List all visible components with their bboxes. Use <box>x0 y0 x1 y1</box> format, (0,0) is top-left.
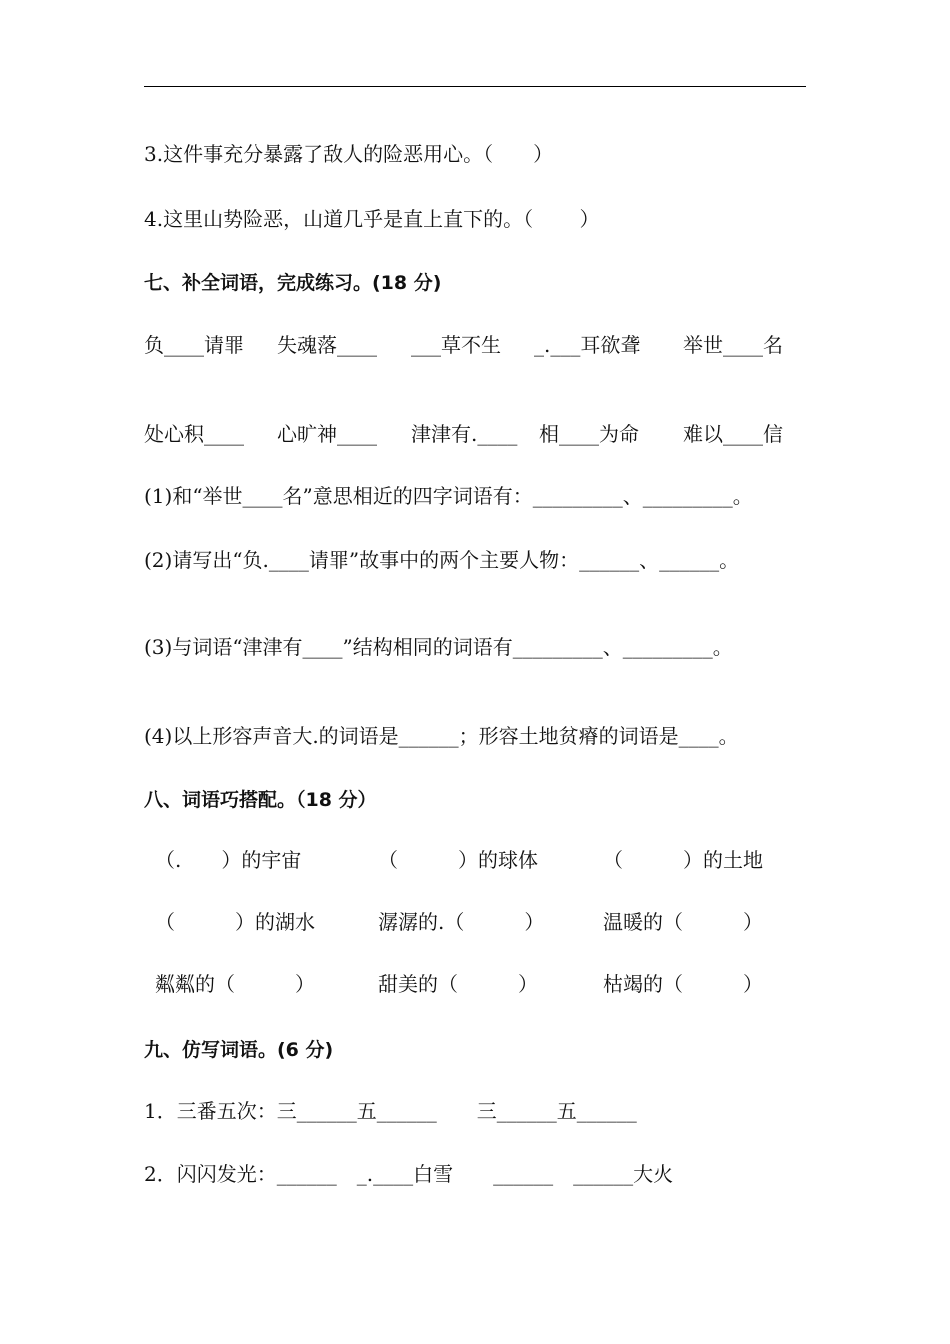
word-blank: 津津有.____ <box>411 422 518 446</box>
match-item: 甜美的（ ） <box>378 972 538 996</box>
word-blank: 心旷神____ <box>277 422 377 446</box>
word-blank: 难以____信 <box>683 422 783 446</box>
match-item: （ ）的土地 <box>603 848 763 872</box>
word-blank: 举世____名 <box>683 333 783 357</box>
section-8-title: 八、词语巧搭配。（18 分） <box>144 789 377 811</box>
imitation-question-1: 1．三番五次：三______五______ 三______五______ <box>144 1099 637 1123</box>
word-blank: 相____为命 <box>539 422 639 446</box>
word-blank: 失魂落____ <box>277 333 377 357</box>
section-7-title: 七、补全词语，完成练习。(18 分) <box>144 272 442 294</box>
word-blank: _.___耳欲聋 <box>534 333 641 357</box>
section-9-title: 九、仿写词语。(6 分) <box>144 1039 334 1061</box>
match-item: 温暖的（ ） <box>603 910 763 934</box>
match-item: 潺潺的.（ ） <box>378 910 545 934</box>
sub-question-1: (1)和“举世____名”意思相近的四字词语有：_________、_________。 <box>144 484 753 508</box>
match-item: （ ）的球体 <box>378 848 538 872</box>
word-blank: 负____请罪 <box>144 333 244 357</box>
match-item: （ ）的湖水 <box>155 910 315 934</box>
sub-question-3: (3)与词语“津津有____”结构相同的词语有_________、_________。 <box>144 635 733 659</box>
sub-question-2: (2)请写出“负.____请罪”故事中的两个主要人物：______、______。 <box>144 548 740 572</box>
imitation-question-2: 2．闪闪发光：______ _.____白雪 ______ ______大火 <box>144 1162 674 1186</box>
header-rule <box>144 86 806 87</box>
word-blank: 处心积____ <box>144 422 244 446</box>
match-item: （. ）的宇宙 <box>155 848 302 872</box>
match-item: 枯竭的（ ） <box>603 972 763 996</box>
match-item: 粼粼的（ ） <box>155 972 315 996</box>
question-4: 4.这里山势险恶，山道几乎是直上直下的。（ ） <box>144 207 600 231</box>
word-blank: ___草不生 <box>411 333 501 357</box>
question-3: 3.这件事充分暴露了敌人的险恶用心。（ ） <box>144 142 554 166</box>
sub-question-4: (4)以上形容声音大.的词语是______；形容土地贫瘠的词语是____。 <box>144 724 739 748</box>
